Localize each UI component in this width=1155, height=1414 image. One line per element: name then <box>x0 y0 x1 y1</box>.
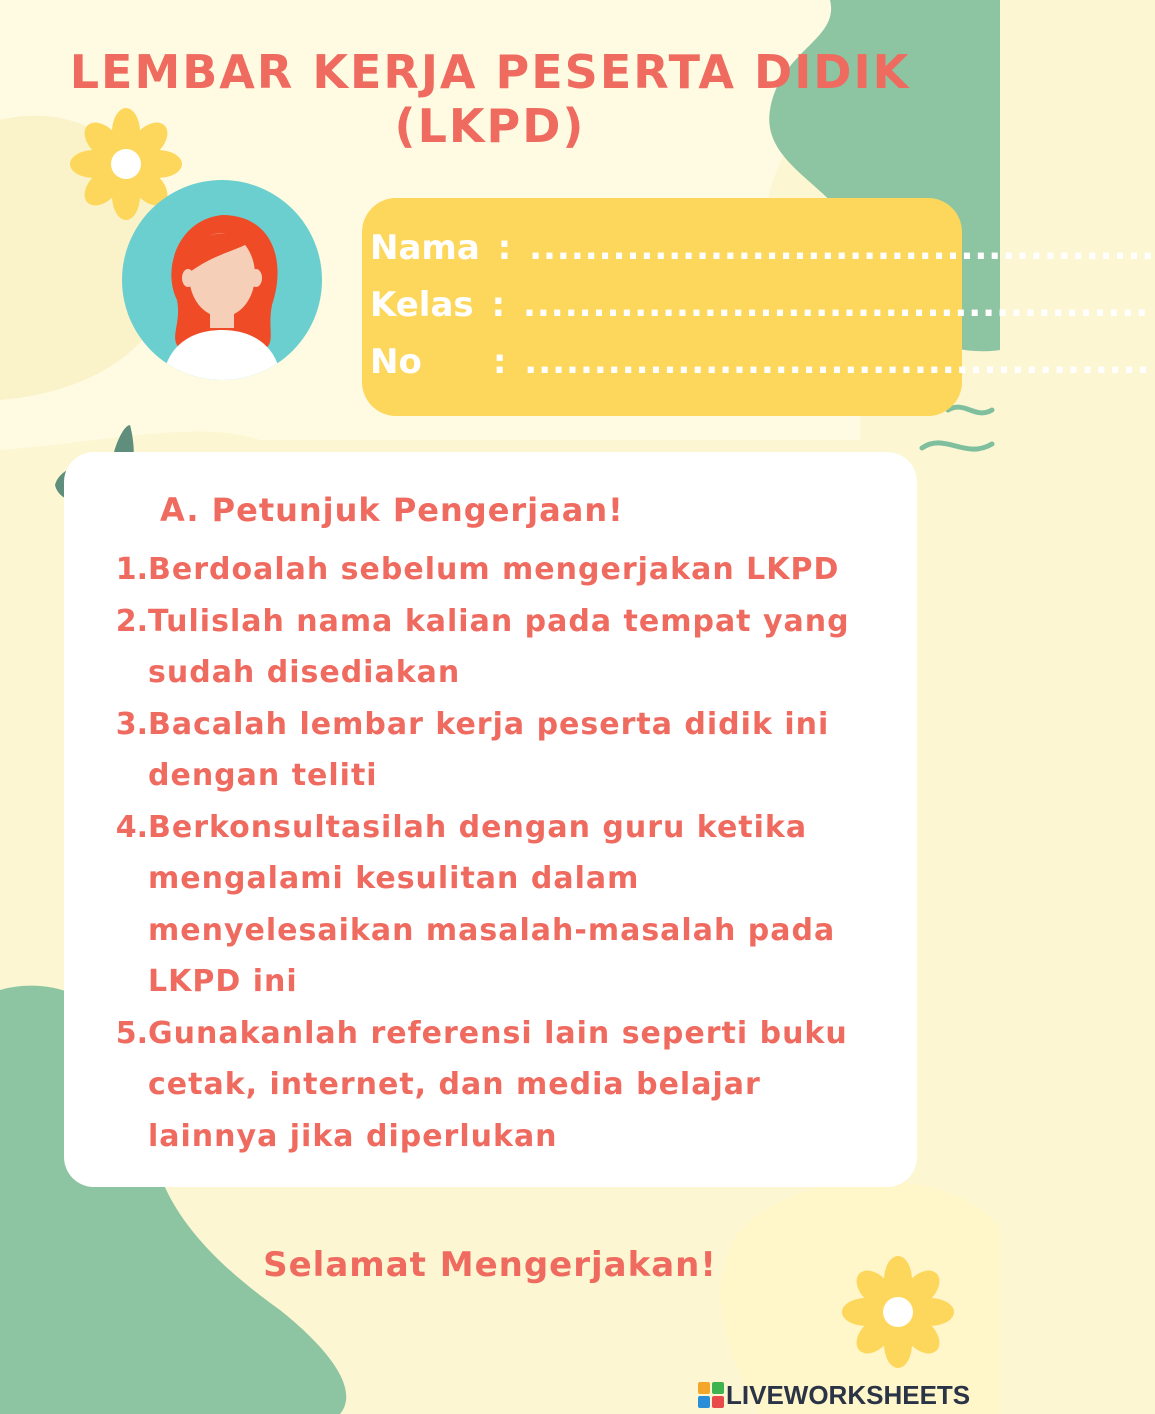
field-no-label: No <box>370 342 422 382</box>
closing-message: Selamat Mengerjakan! <box>263 1245 717 1285</box>
field-kelas[interactable] <box>370 280 1150 330</box>
field-nama[interactable] <box>370 223 1155 273</box>
list-item <box>104 699 894 802</box>
field-nama-colon: : <box>497 228 512 268</box>
list-item-text: Tulislah nama kalian pada tempat yang sudah disediakan <box>148 603 850 690</box>
wave-line-2 <box>922 443 992 449</box>
field-no[interactable] <box>370 337 1151 387</box>
list-item-text: Bacalah lembar kerja peserta didik ini dengan teliti <box>148 706 830 793</box>
list-item-text: Gunakanlah referensi lain seperti buku cetak, internet, dan media belajar lainnya jika diperlukan <box>148 1015 848 1154</box>
list-item-text: Berkonsultasilah dengan guru ketika mengalami kesulitan dalam menyelesaikan masalah-masalah pada LKPD ini <box>148 809 836 999</box>
page-title-line2: (LKPD) <box>394 99 586 153</box>
list-item-number: 3. <box>115 706 148 742</box>
field-kelas-blank[interactable]: ............................................. <box>522 285 1150 325</box>
field-no-colon: : <box>492 342 507 382</box>
list-item-number: 2. <box>115 603 148 639</box>
field-no-blank[interactable]: ............................................. <box>524 342 1151 382</box>
list-item-number: 1. <box>115 552 148 587</box>
instructions-list <box>104 544 894 1162</box>
list-item <box>104 1008 894 1163</box>
student-avatar-icon <box>122 180 322 380</box>
page-title-line1: LEMBAR KERJA PESERTA DIDIK <box>69 45 911 99</box>
field-nama-blank[interactable]: ............................................. <box>529 228 1155 268</box>
list-item-text: Berdoalah sebelum mengerjakan LKPD <box>148 552 840 587</box>
liveworksheets-logo-text: LIVEWORKSHEETS <box>726 1379 971 1410</box>
liveworksheets-logo[interactable] <box>698 1378 970 1412</box>
wave-line-1 <box>948 407 992 413</box>
field-kelas-colon: : <box>491 285 506 325</box>
list-item <box>104 802 894 1008</box>
field-kelas-label: Kelas <box>370 285 474 325</box>
liveworksheets-logo-icon <box>698 1382 724 1408</box>
field-nama-label: Nama <box>370 228 480 268</box>
list-item-number: 5. <box>115 1015 148 1051</box>
list-item-number: 4. <box>115 809 148 845</box>
list-item <box>104 596 894 699</box>
list-item <box>104 544 894 596</box>
instructions-title: A. Petunjuk Pengerjaan! <box>160 491 624 529</box>
